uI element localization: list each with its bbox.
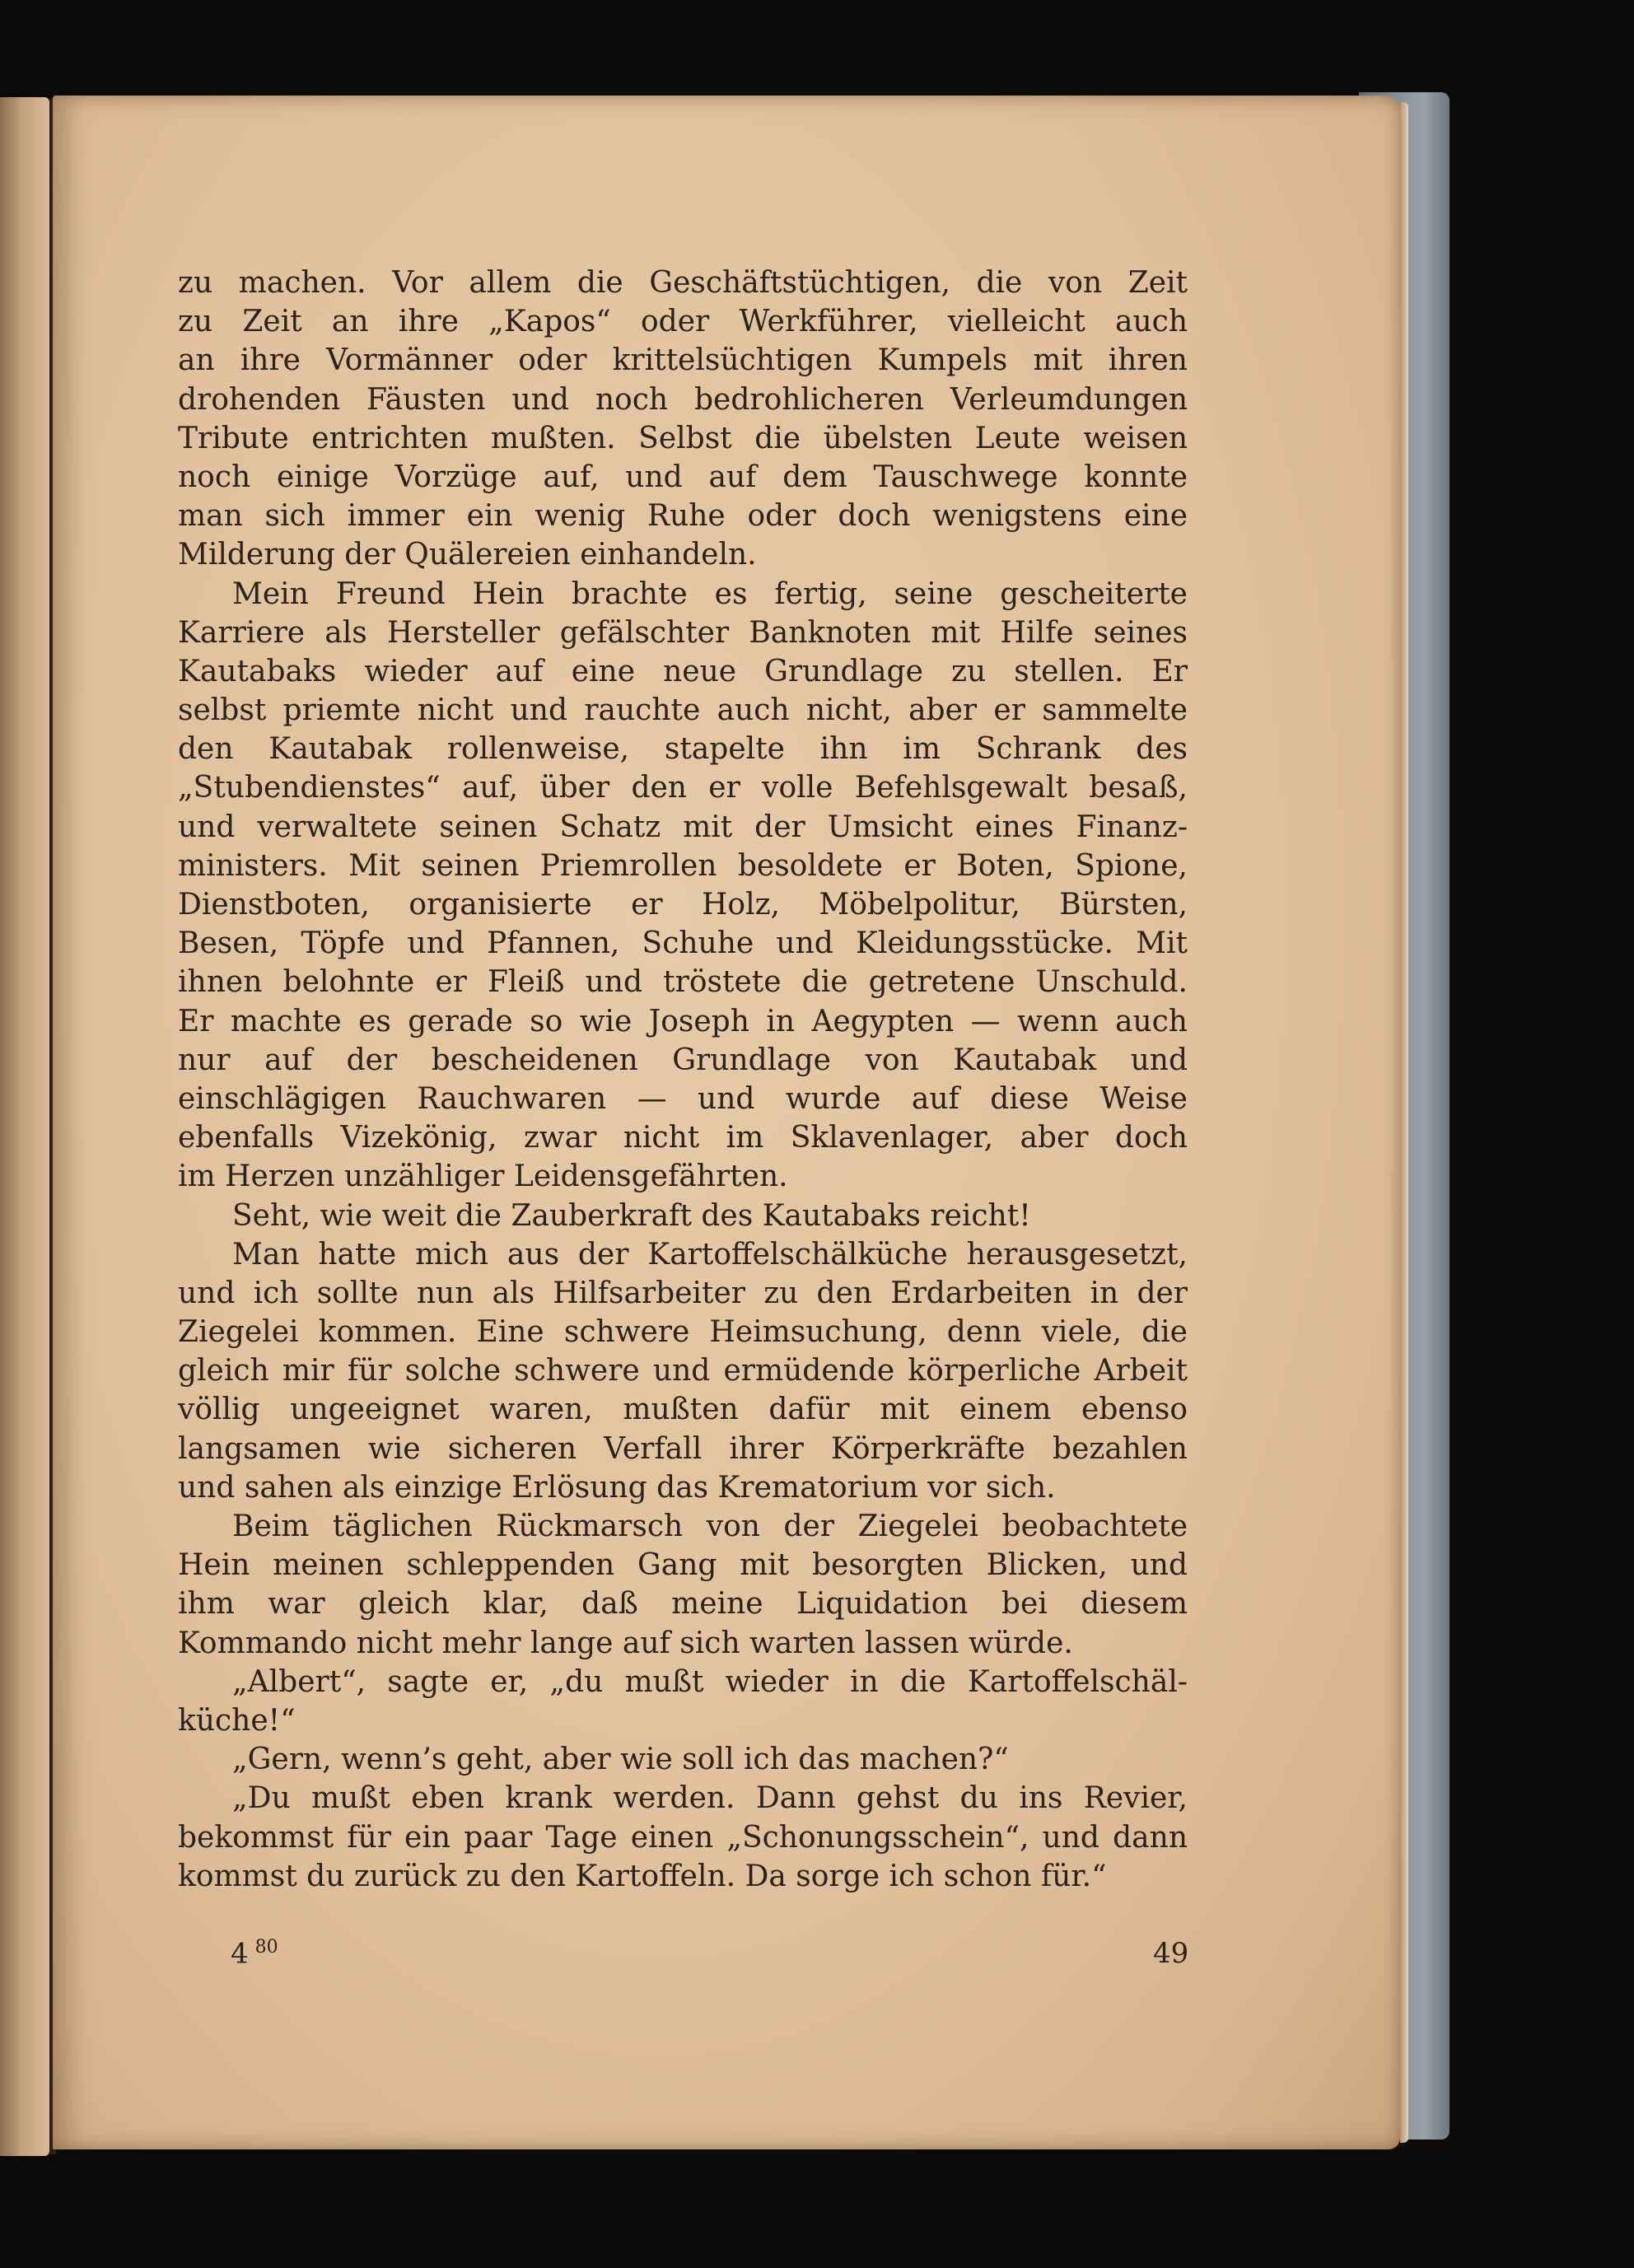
text-line: man sich immer ein wenig Ruhe oder doch wenigstens eine <box>178 499 1188 534</box>
text-line: den Kautabak rollenweise, stapelte ihn im Schrank des <box>178 732 1188 767</box>
text-line: „Stubendienstes“ auf, über den er volle Befehlsgewalt besaß, <box>178 771 1188 805</box>
text-line: im Herzen unzähliger Leidensgefährten. <box>178 1160 788 1194</box>
text-line: Man hatte mich aus der Kartoffelschälküche herausgesetzt, <box>232 1237 1188 1272</box>
signature-letter: 4 <box>231 1937 249 1971</box>
text-line: Tribute entrichten mußten. Selbst die übelsten Leute weisen <box>178 421 1188 455</box>
text-line: ihnen belohnte er Fleiß und tröstete die getretene Unschuld. <box>178 965 1188 1000</box>
text-line: gleich mir für solche schwere und ermüdende körperliche Arbeit <box>178 1354 1188 1388</box>
text-line: Kommando nicht mehr lange auf sich warten lassen würde. <box>178 1626 1073 1660</box>
text-line: ihm war gleich klar, daß meine Liquidation bei diesem <box>178 1587 1188 1622</box>
text-line: völlig ungeeignet waren, mußten dafür mit einem ebenso <box>178 1393 1188 1427</box>
text-line: „Albert“, sagte er, „du mußt wieder in die Kartoffelschäl- <box>232 1664 1188 1699</box>
text-line: und verwaltete seinen Schatz mit der Umsicht eines Finanz- <box>178 810 1188 844</box>
text-line: Ziegelei kommen. Eine schwere Heimsuchung, denn viele, die <box>178 1315 1188 1350</box>
text-line: noch einige Vorzüge auf, und auf dem Tauschwege konnte <box>178 460 1188 494</box>
text-line: Seht, wie weit die Zauberkraft des Kautabaks reicht! <box>232 1198 1031 1233</box>
text-line: ministers. Mit seinen Priemrollen besoldete er Boten, Spione, <box>178 848 1188 883</box>
text-line: langsamen wie sicheren Verfall ihrer Körperkräfte bezahlen <box>178 1431 1188 1466</box>
text-line: einschlägigen Rauchwaren — und wurde auf diese Weise <box>178 1081 1188 1116</box>
text-line: Besen, Töpfe und Pfannen, Schuhe und Kleidungsstücke. Mit <box>178 926 1188 961</box>
text-line: küche!“ <box>178 1703 296 1738</box>
body-text <box>178 264 1188 1896</box>
text-line: „Du mußt eben krank werden. Dann gehst du ins Revier, <box>232 1781 1188 1816</box>
text-line: Kautabaks wieder auf eine neue Grundlage zu stellen. Er <box>178 654 1188 688</box>
text-line: ebenfalls Vizekönig, zwar nicht im Sklavenlager, aber doch <box>178 1121 1188 1155</box>
text-line: „Gern, wenn’s geht, aber wie soll ich das machen?“ <box>232 1743 1009 1777</box>
signature-mark <box>231 1937 278 1970</box>
text-line: Mein Freund Hein brachte es fertig, seine gescheiterte <box>232 576 1188 611</box>
text-line: kommst du zurück zu den Kartoffeln. Da sorge ich schon für.“ <box>178 1859 1107 1893</box>
text-line: Milderung der Quälereien einhandeln. <box>178 538 757 572</box>
text-line: zu Zeit an ihre „Kapos“ oder Werkführer, vielleicht auch <box>178 305 1188 339</box>
text-line: drohenden Fäusten und noch bedrohlicheren Verleumdungen <box>178 382 1188 417</box>
text-line: Beim täglichen Rückmarsch von der Ziegelei beobachtete <box>232 1510 1188 1543</box>
text-line: Dienstboten, organisierte er Holz, Möbelpolitur, Bürsten, <box>178 888 1188 922</box>
text-line: bekommst für ein paar Tage einen „Schonungsschein“, und dann <box>178 1820 1188 1855</box>
page-number: 49 <box>1153 1937 1189 1970</box>
text-line: Er machte es gerade so wie Joseph in Aegypten — wenn auch <box>178 1004 1188 1038</box>
text-line: selbst priemte nicht und rauchte auch nicht, aber er sammelte <box>178 693 1188 728</box>
previous-page-edge <box>0 97 49 2156</box>
page-fore-edge <box>1400 102 1408 2143</box>
text-line: zu machen. Vor allem die Geschäftstüchtigen, die von Zeit <box>178 266 1188 300</box>
signature-number: 80 <box>254 1937 278 1958</box>
text-line: Karriere als Hersteller gefälschter Banknoten mit Hilfe seines <box>178 615 1188 650</box>
text-line: Hein meinen schleppenden Gang mit besorgten Blicken, und <box>178 1548 1188 1583</box>
text-line: an ihre Vormänner oder krittelsüchtigen Kumpels mit ihren <box>178 343 1188 378</box>
text-line: und sahen als einzige Erlösung das Krematorium vor sich. <box>178 1470 1056 1505</box>
text-line: nur auf der bescheidenen Grundlage von Kautabak und <box>178 1043 1188 1077</box>
text-line: und ich sollte nun als Hilfsarbeiter zu den Erdarbeiten in der <box>178 1276 1188 1310</box>
